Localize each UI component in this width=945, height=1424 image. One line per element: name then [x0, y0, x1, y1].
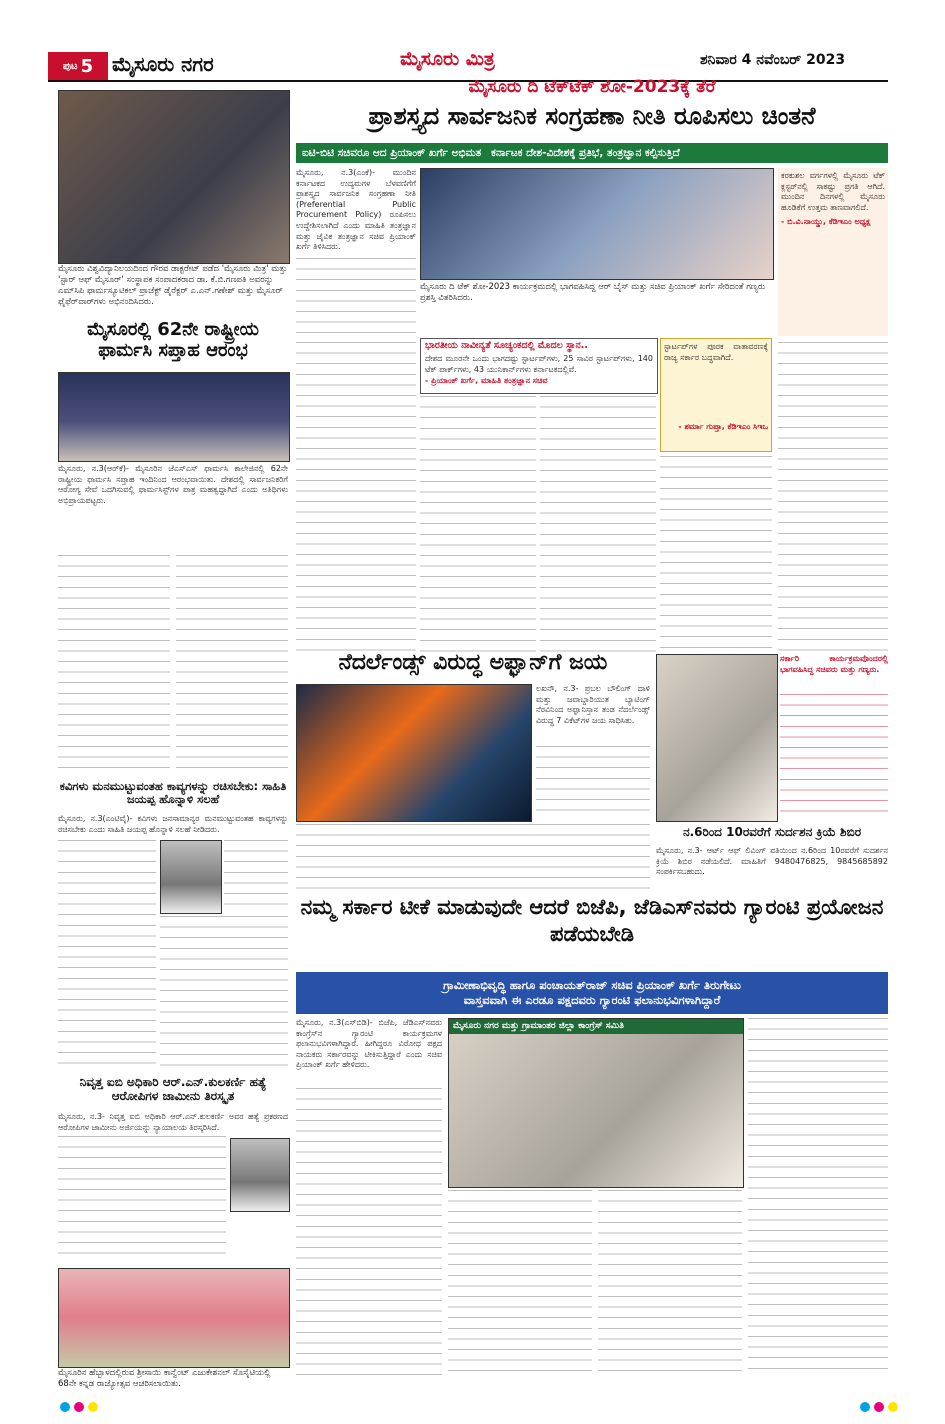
issue-date: ಶನಿವಾರ 4 ನವೆಂಬರ್ 2023: [700, 52, 846, 68]
pharmacy-event-photo: [58, 372, 290, 462]
startup-quote-text: ಸ್ಟಾರ್ಟಪ್‌ಗಳ ಪೂರಕ ವಾತಾವರಣಕ್ಕೆ ರಾಜ್ಯ ಸರ್ಕಾರ ಬದ್ಧವಾಗಿದೆ.: [664, 342, 768, 362]
congress-event-banner: ಮೈಸೂರು ನಗರ ಮತ್ತು ಗ್ರಾಮಾಂತರ ಜಿಲ್ಲಾ ಕಾಂಗ್ರೆಸ್ ಸಮಿತಿ: [449, 1019, 743, 1034]
procurement-policy-text-col2: [296, 342, 416, 654]
innovation-index-body: ದೇಶದ ಮೂರನೇ ಒಂದು ಭಾಗದಷ್ಟು ಸ್ಟಾರ್ಟಪ್‌ಗಳು, 25 ಸಾವಿರ ಸ್ಟಾರ್ಟಪ್‌ಗಳು, 140 ಟೆಕ್ ಪಾರ್ಕ್‌ಗಳು, 43 ಯುನಿಕಾರ್ನ್‌ಗಳು ಕರ್ನಾಟಕದಲ್ಲಿವೆ.: [425, 353, 653, 374]
minister-box-body: ಸರ್ಕಾರಿ ಕಾರ್ಯಕ್ರಮವೊಂದರಲ್ಲಿ ಭಾಗವಹಿಸಿದ್ದ ಸಚಿವರು ಮತ್ತು ಗಣ್ಯರು.: [780, 654, 888, 674]
cricket-players-photo: [296, 684, 532, 822]
guarantee-text-col2: [448, 1190, 592, 1378]
page-number-badge: [48, 52, 108, 80]
minister-meeting-photo: [656, 654, 778, 822]
kulkarni-case-body: ಮೈಸೂರು, ನ.3- ನಿವೃತ್ತ ಐಬಿ ಅಧಿಕಾರಿ ಆರ್.ಎನ್.ಕುಲಕರ್ಣಿ ಅವರ ಹತ್ಯೆ ಪ್ರಕರಣದ ಆರೋಪಿಗಳ ಜಾಮೀನು ಅರ್ಜಿಯನ್ನು ನ್ಯಾಯಾಲಯ ತಿರಸ್ಕರಿಸಿದೆ.: [58, 1112, 288, 1132]
procurement-policy-text-col3: [420, 396, 536, 654]
guarantee-text-col1: [296, 1088, 442, 1378]
procurement-policy-text-col1: [296, 258, 416, 336]
rajyotsava-school-photo: [58, 1268, 290, 1368]
page-number: 5: [80, 55, 94, 77]
startup-quote-box: [660, 338, 772, 452]
innovation-index-box: [420, 338, 658, 394]
minister-box-text: [780, 694, 888, 820]
procurement-policy-headline: ಪ್ರಾಶಸ್ತ್ಯದ ಸಾರ್ವಜನಿಕ ಸಂಗ್ರಹಣಾ ನೀತಿ ರೂಪಿಸಲು ಚಿಂತನೆ: [368, 102, 816, 130]
registration-mark-magenta-right: [874, 1402, 884, 1412]
pharmacy-week-text-col2: [176, 555, 288, 775]
tech-show-strap: [296, 143, 888, 163]
procurement-policy-text-col5: [778, 342, 888, 654]
page-prefix: ಪುಟ: [62, 60, 78, 72]
section-name: ಮೈಸೂರು ನಗರ: [112, 52, 214, 76]
kulkarni-portrait-photo: [230, 1138, 290, 1212]
kulkarni-case-text: [58, 1136, 226, 1260]
kulkarni-case-headline: ನಿವೃತ್ತ ಐಬಿ ಅಧಿಕಾರಿ ಆರ್.ಎನ್.ಕುಲಕರ್ಣಿ ಹತ್ಯೆ ಆರೋಪಿಗಳ ಜಾಮೀನು ತಿರಸ್ಕೃತ: [79, 1075, 267, 1103]
paper-name: ಮೈಸೂರು ಮಿತ್ರ: [400, 48, 495, 70]
sidebar-quote-text: ಕರಕುಶಲ ವರ್ಗಗಳಲ್ಲಿ ಮೈಸೂರು ಟೆಕ್ ಕ್ಲಸ್ಟರ್‌ನಲ್ಲಿ ಸಾಕಷ್ಟು ಪ್ರಗತಿ ಆಗಿದೆ. ಮುಂದಿನ ದಿನಗಳಲ್ಲಿ ಮೈಸೂರು ಹೂಡಿಕೆಗೆ ಉತ್ತಮ ತಾಣವಾಗಲಿದೆ.: [781, 171, 885, 212]
registration-mark-magenta: [74, 1402, 84, 1412]
pharmacy-week-body: ಮೈಸೂರು, ನ.3(ಆರ್‌ಕೆ)- ಮೈಸೂರಿನ ಜೆಎಸ್‌ಎಸ್ ಫಾರ್ಮಸಿ ಕಾಲೇಜಿನಲ್ಲಿ 62ನೇ ರಾಷ್ಟ್ರೀಯ ಫಾರ್ಮಸಿ ಸಪ್ತಾಹ ಇಂದಿನಿಂದ ಆರಂಭವಾಯಿತು. ದೇಶದಲ್ಲಿ ಸಾರ್ವಜನಿಕರಿಗೆ ಆರೋಗ್ಯ ಸೇವೆ ಒದಗಿಸುವಲ್ಲಿ ಫಾರ್ಮಸಿಸ್ಟ್‌ಗಳ ಪಾತ್ರ ಮಹತ್ವದ್ದಾಗಿದೆ ಎಂದು ಅತಿಥಿಗಳು ಅಭಿಪ್ರಾಯಪಟ್ಟರು.: [58, 464, 288, 505]
tech-show-kicker: ಮೈಸೂರು ದಿ ಟೆಕ್‌ಟೆಕ್ ಶೋ-2023ಕ್ಕೆ ತೆರೆ: [468, 77, 716, 97]
guarantee-text-col3: [598, 1190, 742, 1378]
tech-show-sidebar-quote: [778, 168, 888, 336]
registration-mark-yellow: [88, 1402, 98, 1412]
poets-text-col3: [160, 916, 288, 1070]
guarantee-body: ಮೈಸೂರು, ನ.3(ಎಸ್‌ಬಿಡಿ)- ಬಿಜೆಪಿ, ಜೆಡಿಎಸ್‌ನವರು ಕಾಂಗ್ರೆಸ್‌ನ ಗ್ಯಾರಂಟಿ ಕಾರ್ಯಕ್ರಮಗಳ ಫಲಾನುಭವಿಗಳಾಗಿದ್ದಾರೆ. ಹೀಗಿದ್ದರೂ ವಿರೋಧ ಪಕ್ಷದ ನಾಯಕರು ಸರ್ಕಾರವನ್ನು ಟೀಕಿಸುತ್ತಿದ್ದಾರೆ ಎಂದು ಸಚಿವ ಪ್ರಿಯಾಂಕ್ ಖರ್ಗೆ ಹೇಳಿದರು.: [296, 1018, 442, 1070]
innovation-index-headline: ಭಾರತೀಯ ನಾವೀನ್ಯತೆ ಸೂಚ್ಯಂಕದಲ್ಲಿ ಮೊದಲ ಸ್ಥಾನ..: [425, 340, 588, 351]
strap-talent-technology: ಕರ್ನಾಟಕ ದೇಶ-ವಿದೇಶಕ್ಕೆ ಪ್ರತಿಭೆ, ತಂತ್ರಜ್ಞಾನ ಕಲ್ಪಿಸುತ್ತಿದೆ: [491, 146, 680, 159]
sidebar-quote-author: - ಬಿ.ವಿ.ನಾಯ್ಡು, ಕೆಡಿಇಎಂ ಅಧ್ಯಕ್ಷ: [781, 217, 871, 227]
cricket-headline: ನೆದರ್ಲೆಂಡ್ಸ್ ವಿರುದ್ಧ ಅಫ್ಘಾನ್‌ಗೆ ಜಯ: [338, 650, 608, 675]
camp-body: ಮೈಸೂರು, ನ.3- ಆರ್ಟ್ ಆಫ್ ಲಿವಿಂಗ್ ವತಿಯಿಂದ ನ.6ರಿಂದ 10ರವರೆಗೆ ಸುದರ್ಶನ ಕ್ರಿಯೆ ಶಿಬಿರ ನಡೆಯಲಿದೆ. ಮಾಹಿತಿಗೆ 9480476825, 9845685892 ಸಂಪರ್ಕಿಸಬಹುದು.: [656, 846, 888, 877]
tech-show-photo-caption: ಮೈಸೂರು ದಿ ಟೆಕ್ ಶೋ-2023 ಕಾರ್ಯಕ್ರಮದಲ್ಲಿ ಭಾಗವಹಿಸಿದ್ದ ಆರ್ ಬೈಸ್ ಮತ್ತು ಸಚಿವ ಪ್ರಿಯಾಂಕ್ ಖರ್ಗೆ ಸೇರಿದಂತೆ ಗಣ್ಯರು ಪ್ರಶಸ್ತಿ ವಿತರಿಸಿದರು.: [420, 282, 766, 303]
innovation-index-author: - ಪ್ರಿಯಾಂಕ್ ಖರ್ಗೆ, ಮಾಹಿತಿ ತಂತ್ರಜ್ಞಾನ ಸಚಿವ: [425, 375, 548, 385]
tech-show-award-photo: [420, 168, 774, 280]
guarantee-strap: [296, 972, 888, 1014]
felicitation-photo: [58, 90, 290, 264]
poet-portrait-photo: [160, 840, 222, 914]
poets-text-col2: [224, 840, 288, 912]
guarantee-headline: ನಮ್ಮ ಸರ್ಕಾರ ಟೀಕೆ ಮಾಡುವುದೇ ಆದರೆ ಬಿಜೆಪಿ, ಜೆಡಿಎಸ್‌ನವರು ಗ್ಯಾರಂಟಿ ಪ್ರಯೋಜನ ಪಡೆಯಬೇಡಿ: [300, 895, 884, 947]
strap-minister-retort: ಗ್ರಾಮೀಣಾಭಿವೃದ್ಧಿ ಹಾಗೂ ಪಂಚಾಯತ್‌ರಾಜ್ ಸಚಿವ ಪ್ರಿಯಾಂಕ್ ಖರ್ಗೆ ತಿರುಗೇಟು: [443, 978, 741, 992]
cricket-text-col1: [536, 746, 650, 820]
procurement-policy-body: ಮೈಸೂರು, ನ.3(ಎಂಕೆ)- ಮುಂದಿನ ಕರ್ನಾಟಕದ ಉದ್ಯಮಗಳ ಬೆಳವಣಿಗೆಗೆ ಪ್ರಾಶಸ್ತ್ಯದ ಸಾರ್ವಜನಿಕ ಸಂಗ್ರಹಣಾ ನೀತಿ (Preferential Public Procurement Policy) ರೂಪಿಸಲು ಉದ್ದೇಶಿಸಲಾಗಿದೆ ಎಂದು ಮಾಹಿತಿ ತಂತ್ರಜ್ಞಾನ ಮತ್ತು ಜೈವಿಕ ತಂತ್ರಜ್ಞಾನ ಸಚಿವ ಪ್ರಿಯಾಂಕ್ ಖರ್ಗೆ ತಿಳಿಸಿದರು.: [296, 168, 416, 252]
registration-mark-cyan-right: [860, 1402, 870, 1412]
strap-minister-opinion: ಐಟಿ-ಬಿಟಿ ಸಚಿವರೂ ಆದ ಪ್ರಿಯಾಂಕ್ ಖರ್ಗೆ ಅಭಿಮತ: [302, 146, 482, 159]
procurement-policy-text-col4: [540, 396, 656, 654]
camp-headline: ನ.6ರಿಂದ 10ರವರೆಗೆ ಸುರ್ದಶನ ಕ್ರಿಯೆ ಶಿಬಿರ: [682, 825, 862, 839]
poets-text-col1: [58, 840, 156, 1070]
rajyotsava-caption: ಮೈಸೂರಿನ ಹೆಬ್ಬಾಳದಲ್ಲಿರುವ ಶ್ರೀಸಾಯಿ ಕಾನ್ವೆಂಟ್ ಎಜುಕೇಶನಲ್ ಸೊಸೈಟಿಯಲ್ಲಿ 68ನೇ ಕನ್ನಡ ರಾಜ್ಯೋತ್ಸವ ಆಚರಿಸಲಾಯಿತು.: [58, 1368, 271, 1389]
poets-body: ಮೈಸೂರು, ನ.3(ಎಂಟಿವೈ)- ಕವಿಗಳು ಜನಸಾಮಾನ್ಯರ ಮನಮುಟ್ಟುವಂತಹ ಕಾವ್ಯಗಳನ್ನು ರಚಿಸಬೇಕು ಎಂದು ಸಾಹಿತಿ ಜಯಪ್ಪ ಹೊನ್ನಾಳಿ ಸಲಹೆ ನೀಡಿದರು.: [58, 814, 288, 834]
pharmacy-week-headline: ಮೈಸೂರಲ್ಲಿ 62ನೇ ರಾಷ್ಟ್ರೀಯ ಫಾರ್ಮಸಿ ಸಪ್ತಾಹ ಆರಂಭ: [87, 319, 259, 361]
procurement-policy-text-col6: [660, 456, 772, 654]
pharmacy-week-text-col1: [58, 555, 170, 775]
congress-event-photo: [448, 1018, 744, 1188]
registration-mark-yellow-right: [888, 1402, 898, 1412]
cricket-text-bottom: [296, 824, 650, 890]
felicitation-caption: ಮೈಸೂರು ವಿಶ್ವವಿದ್ಯಾನಿಲಯದಿಂದ ಗೌರವ ಡಾಕ್ಟರೇಟ್ ಪಡೆದ 'ಮೈಸೂರು ಮಿತ್ರ' ಮತ್ತು 'ಸ್ಟಾರ್ ಆಫ್ ಮೈಸೂರ್' ಸಂಸ್ಥಾಪಕ ಸಂಪಾದಕರಾದ ಡಾ. ಕೆ.ಬಿ.ಗಣಪತಿ ಅವರನ್ನು ಎಮ್‌ಸಿಪಿ ಫಾರ್ಮಸ್ಯೂಟಿಕಲ್ ಪ್ರಾಜೆಕ್ಟ್ ಡೈರೆಕ್ಟರ್ ಎ.ಎನ್.ಗಣೇಶ್ ಮತ್ತು ಮೈಸೂರ್ ಫೈಫೆರ್‌ವಾರ್‌ಗಳು ಅಭಿನಂದಿಸಿದರು.: [58, 264, 288, 307]
cricket-body: ಲಖನೌ, ನ.3- ಪ್ರಬಲ ಬೌಲಿಂಗ್ ದಾಳಿ ಮತ್ತು ಜವಾಬ್ದಾರಿಯುತ ಬ್ಯಾಟಿಂಗ್ ನೆರವಿನಿಂದ ಅಫ್ಘಾನಿಸ್ತಾನ ತಂಡ ನೆದರ್ಲೆಂಡ್ಸ್ ವಿರುದ್ಧ 7 ವಿಕೆಟ್‌ಗಳ ಜಯ ಸಾಧಿಸಿತು.: [536, 684, 650, 725]
poets-headline: ಕವಿಗಳು ಮನಮುಟ್ಟುವಂತಹ ಕಾವ್ಯಗಳನ್ನು ರಚಿಸಬೇಕು: ಸಾಹಿತಿ ಜಯಪ್ಪ ಹೊನ್ನಾಳಿ ಸಲಹೆ: [59, 779, 287, 807]
strap-beneficiaries: ವಾಸ್ತವವಾಗಿ ಈ ಎರಡೂ ಪಕ್ಷದವರು ಗ್ಯಾರಂಟಿ ಫಲಾನುಭವಿಗಳಾಗಿದ್ದಾರೆ: [463, 993, 721, 1007]
registration-mark-cyan: [60, 1402, 70, 1412]
startup-quote-author: - ಶರ್ಮಾ ಗುಪ್ತಾ, ಕೆಡಿಇಎಂ ಸಿಇಒ: [678, 422, 768, 431]
guarantee-text-col4: [748, 1018, 888, 1378]
